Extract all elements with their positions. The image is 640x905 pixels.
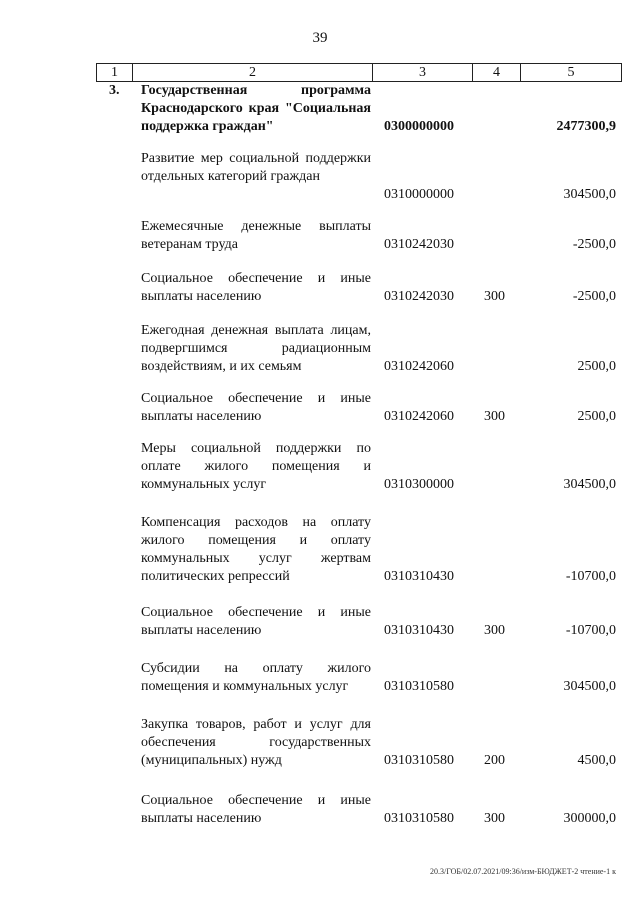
table-row [96, 514, 620, 586]
table-row [96, 390, 620, 426]
row-sum: -10700,0 [565, 623, 616, 638]
row-code: 0310242030 [384, 237, 454, 252]
table-row [96, 440, 620, 494]
table-row [96, 716, 620, 770]
row-name: Социальное обеспечение и иные выплаты населению [141, 605, 371, 638]
row-number: 3. [109, 83, 120, 98]
column-header-5: 5 [567, 65, 575, 80]
row-name: Государственная программа Краснодарского края "Социальная поддержка граждан" [141, 83, 371, 134]
table-row [96, 660, 620, 696]
row-code: 0310310580 [384, 679, 454, 694]
footer-stamp: 20.3/ГОБ/02.07.2021/09:36/изм-БЮДЖЕТ-2 чтение-1 к [430, 867, 616, 876]
column-header-2: 2 [133, 64, 373, 81]
column-header-4: 4 [473, 64, 521, 81]
row-name: Развитие мер социальной поддержки отдельных категорий граждан [141, 151, 371, 184]
row-kvr: 300 [484, 409, 505, 424]
row-name: Субсидии на оплату жилого помещения и коммунальных услуг [141, 661, 371, 694]
row-code: 0310242030 [384, 289, 454, 304]
row-name: Социальное обеспечение и иные выплаты населению [141, 391, 371, 424]
column-header-row [96, 63, 622, 82]
row-sum: 2477300,9 [556, 119, 616, 134]
table-row [96, 604, 620, 640]
row-sum: 304500,0 [563, 679, 616, 694]
row-name: Социальное обеспечение и иные выплаты населению [141, 793, 371, 826]
row-name: Закупка товаров, работ и услуг для обеспечения государственных (муниципальных) нужд [141, 717, 371, 768]
row-kvr: 300 [484, 289, 505, 304]
row-kvr: 300 [484, 623, 505, 638]
row-code: 0300000000 [384, 119, 454, 134]
row-sum: 2500,0 [577, 409, 616, 424]
row-code: 0310310580 [384, 811, 454, 826]
row-sum: -2500,0 [572, 237, 616, 252]
row-code: 0310300000 [384, 477, 454, 492]
row-code: 0310310430 [384, 569, 454, 584]
row-code: 0310310430 [384, 623, 454, 638]
row-code: 0310242060 [384, 359, 454, 374]
table-row-program [96, 82, 620, 136]
row-sum: 304500,0 [563, 477, 616, 492]
row-sum: -10700,0 [565, 569, 616, 584]
table-row [96, 792, 620, 828]
row-code: 0310242060 [384, 409, 454, 424]
row-kvr: 300 [484, 811, 505, 826]
row-code: 0310000000 [384, 187, 454, 202]
row-sum: 2500,0 [577, 359, 616, 374]
row-sum: 304500,0 [563, 187, 616, 202]
page-number: 39 [312, 30, 328, 46]
row-kvr: 200 [484, 753, 505, 768]
row-code: 0310310580 [384, 753, 454, 768]
table-row [96, 322, 620, 376]
row-sum: 300000,0 [563, 811, 616, 826]
table-row [96, 218, 620, 254]
row-sum: -2500,0 [572, 289, 616, 304]
column-header-3: 3 [373, 64, 473, 81]
row-name: Социальное обеспечение и иные выплаты населению [141, 271, 371, 304]
table-row [96, 150, 620, 204]
table-row [96, 270, 620, 306]
row-name: Меры социальной поддержки по оплате жилого помещения и коммунальных услуг [141, 441, 371, 492]
row-name: Ежегодная денежная выплата лицам, подвергшимся радиационным воздействиям, и их семьям [141, 323, 371, 374]
column-header-1: 1 [97, 64, 133, 81]
row-name: Компенсация расходов на оплату жилого помещения и оплату коммунальных услуг жертвам политических репрессий [141, 515, 371, 584]
row-sum: 4500,0 [577, 753, 616, 768]
row-name: Ежемесячные денежные выплаты ветеранам труда [141, 219, 371, 252]
